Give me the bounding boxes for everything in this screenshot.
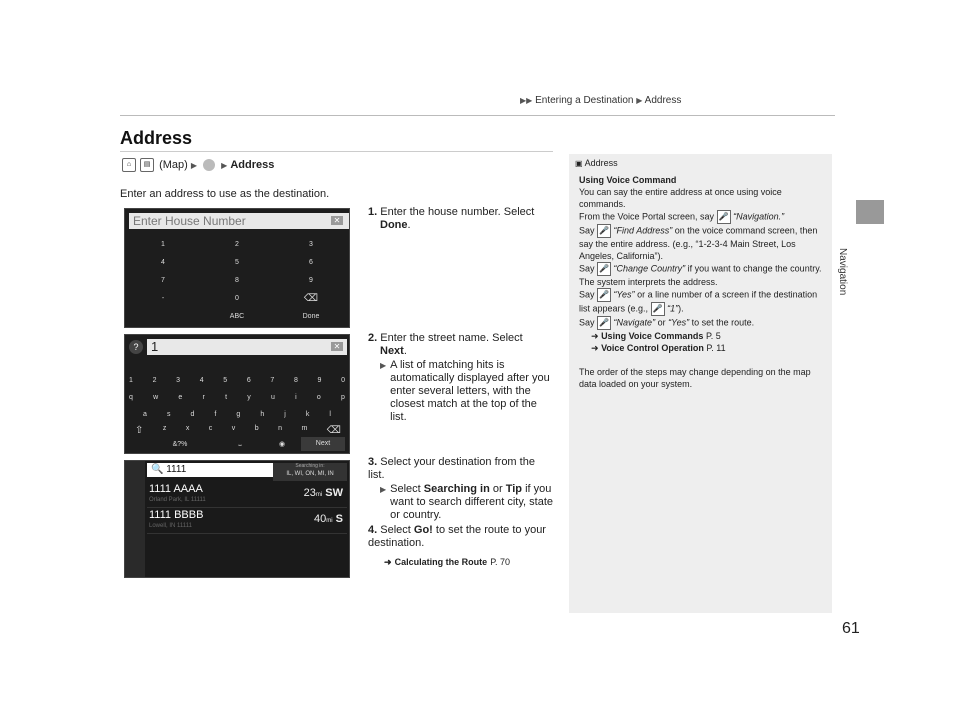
result-item[interactable] (147, 509, 347, 534)
key[interactable]: f (214, 411, 217, 418)
xref-voice-commands[interactable]: ➜ Using Voice Commands P. 5 (591, 331, 721, 341)
key[interactable]: u (270, 394, 275, 401)
key[interactable]: d (190, 411, 195, 418)
result-city: Orland Park, IL 11111 (149, 497, 206, 503)
key[interactable]: g (236, 411, 241, 418)
search-icon (203, 159, 215, 171)
note-body (579, 174, 827, 390)
row-numbers (129, 377, 345, 384)
key[interactable]: p (341, 394, 345, 401)
map-label: (Map) (159, 158, 188, 171)
key[interactable]: 3 (176, 377, 181, 384)
voice-icon: 🎤 (651, 302, 665, 316)
voice-icon: 🎤 (597, 316, 611, 330)
key[interactable]: r (202, 394, 205, 401)
key[interactable]: v (231, 425, 236, 432)
home-icon: ⌂ (122, 158, 136, 172)
key[interactable]: j (284, 411, 286, 418)
xref-label: Calculating the Route (394, 557, 488, 567)
result-name: 1111 AAAA (149, 483, 203, 495)
step-4: 4. Select Go! to set the route to your destination. (368, 524, 546, 549)
voice-icon: 🎤 (597, 288, 611, 302)
next-label: Next (380, 345, 404, 357)
note-line: The system interprets the address. (579, 277, 718, 287)
searching-in-button[interactable] (273, 463, 347, 481)
key[interactable]: 0 (235, 295, 239, 302)
note-title: ▣ Address (575, 158, 618, 168)
key[interactable]: l (329, 411, 331, 418)
xref-page: P. 70 (490, 557, 511, 567)
key[interactable]: z (162, 425, 167, 432)
header-divider (120, 115, 835, 116)
key[interactable]: x (185, 425, 190, 432)
key[interactable]: a (143, 411, 147, 418)
note-line: Say 🎤 “Navigate” or “Yes” to set the route. (579, 316, 827, 330)
key[interactable]: 8 (235, 277, 239, 284)
key[interactable]: w (153, 394, 159, 401)
street-input[interactable]: 1 (147, 339, 347, 355)
breadcrumb-part2[interactable]: Address (644, 95, 682, 106)
key[interactable]: t (225, 394, 228, 401)
arrow-icon: ▶ (190, 160, 198, 170)
note-line: Say 🎤 “Change Country” if you want to change the country. (579, 262, 827, 276)
key[interactable]: h (260, 411, 265, 418)
backspace-icon[interactable]: ⌫ (326, 425, 341, 436)
note-footer: The order of the steps may change depending on the map data loaded on your system. (579, 367, 811, 389)
language-icon[interactable]: ◉ (278, 441, 286, 448)
key[interactable]: q (129, 394, 133, 401)
note-heading: Using Voice Command (579, 175, 677, 185)
clear-icon[interactable]: ✕ (331, 216, 343, 225)
key[interactable]: 9 (317, 377, 322, 384)
searching-in-label: Searching in: (295, 463, 325, 469)
voice-icon: 🎤 (597, 224, 611, 238)
note-line: Say 🎤 “Find Address” on the voice command screen, then say the entire address. (e.g., “1-2-3-4 Main Street, Los Angeles, California”). (579, 225, 818, 261)
result-distance: 40mi S (314, 513, 343, 525)
symbols-button[interactable]: &?% (172, 441, 188, 448)
done-label: Done (380, 219, 408, 231)
voice-icon: 🎤 (597, 262, 611, 276)
help-button[interactable]: ? (129, 340, 143, 354)
abc-button[interactable]: ABC (229, 313, 245, 320)
page-number: 61 (842, 620, 860, 637)
note-panel (569, 154, 832, 613)
key[interactable]: 6 (309, 259, 313, 266)
clear-icon[interactable]: ✕ (331, 342, 343, 351)
key[interactable]: 1 (161, 241, 165, 248)
scroll-bar[interactable] (125, 461, 145, 577)
breadcrumb (520, 95, 681, 106)
key[interactable]: 5 (235, 259, 239, 266)
step-2: 2. Enter the street name. Select Next. ▶ A list of matching hits is automatically displayed after you enter several letters, with the closest match at the top of the list. (368, 332, 550, 423)
result-name: 1111 BBBB (149, 509, 204, 521)
searching-in-value: IL, WI, ON, MI, IN (286, 471, 334, 477)
key[interactable]: o (316, 394, 321, 401)
key[interactable]: 3 (309, 241, 313, 248)
menu-path (120, 158, 274, 172)
breadcrumb-arrow-icon: ▶▶ (520, 96, 533, 105)
key[interactable]: 4 (199, 377, 204, 384)
intro-text: Enter an address to use as the destination. (120, 188, 330, 200)
key[interactable]: y (247, 394, 251, 401)
step-1: 1. Enter the house number. Select Done. (368, 206, 535, 231)
page-title: Address (120, 128, 193, 148)
note-line: You can say the entire address at once using voice commands. (579, 187, 782, 209)
backspace-icon[interactable]: ⌫ (303, 293, 319, 304)
arrow-icon: ▶ (380, 485, 387, 494)
screenshot-house-number (124, 208, 350, 328)
key[interactable]: 7 (161, 277, 165, 284)
search-icon: 🔍 (151, 464, 164, 475)
arrow-icon: ▶ (380, 361, 387, 370)
xref-icon: ➜ (591, 343, 599, 353)
key[interactable]: 8 (293, 377, 298, 384)
shift-icon[interactable]: ⇧ (135, 425, 144, 436)
key[interactable]: m (301, 425, 308, 432)
key[interactable]: n (278, 425, 283, 432)
path-end: Address (230, 158, 275, 171)
screenshot-street-name (124, 334, 350, 454)
space-icon[interactable]: ⎵ (238, 439, 242, 446)
note-line: Say 🎤 “Yes” or a line number of a screen if the destination list appears (e.g., 🎤 “1”). (579, 288, 827, 316)
result-item[interactable] (147, 483, 347, 508)
search-value: 1111 (166, 464, 187, 475)
section-label: Navigation (837, 248, 848, 296)
key[interactable]: 2 (235, 241, 239, 248)
key[interactable]: 5 (223, 377, 228, 384)
done-button[interactable]: Done (302, 313, 320, 320)
key[interactable]: 4 (161, 259, 165, 266)
section-tab (856, 200, 884, 224)
next-button[interactable]: Next (301, 437, 345, 451)
key[interactable]: 2 (152, 377, 157, 384)
key[interactable]: e (178, 394, 183, 401)
row-zxcv (135, 425, 341, 436)
key[interactable]: b (254, 425, 259, 432)
key[interactable]: 6 (246, 377, 251, 384)
key[interactable]: c (208, 425, 213, 432)
arrow-icon: ▶ (221, 160, 228, 170)
search-field[interactable] (147, 463, 273, 477)
result-city: Lowell, IN 11111 (149, 523, 192, 529)
key[interactable]: s (166, 411, 171, 418)
note-line: From the Voice Portal screen, say 🎤 “Navigation.” (579, 210, 827, 224)
note-icon: ▣ (575, 159, 583, 168)
key[interactable]: 1 (129, 377, 133, 384)
xref-voice-control[interactable]: ➜ Voice Control Operation P. 11 (591, 343, 726, 353)
key[interactable]: i (295, 394, 297, 401)
breadcrumb-part1[interactable]: Entering a Destination (535, 95, 634, 106)
key[interactable]: 7 (270, 377, 275, 384)
step-3: 3. Select your destination from the list. ▶ Select Searching in or Tip if you want to search different city, state or country. (368, 456, 553, 521)
key[interactable]: k (305, 411, 310, 418)
title-divider (120, 151, 553, 152)
key[interactable]: 0 (341, 377, 345, 384)
key[interactable]: - (161, 295, 165, 302)
result-distance: 23mi SW (303, 487, 343, 499)
house-number-input[interactable]: Enter House Number (129, 213, 349, 229)
xref-icon: ➜ (591, 331, 599, 341)
breadcrumb-arrow-icon: ▶ (636, 96, 643, 105)
row-asdf (143, 411, 331, 418)
voice-icon: 🎤 (717, 210, 731, 224)
map-icon: ▤ (140, 158, 154, 172)
row-qwerty (129, 394, 345, 401)
xref-icon: ➜ (384, 557, 392, 567)
screenshot-results (124, 460, 350, 578)
xref-route[interactable] (368, 556, 570, 569)
key[interactable]: 9 (309, 277, 313, 284)
